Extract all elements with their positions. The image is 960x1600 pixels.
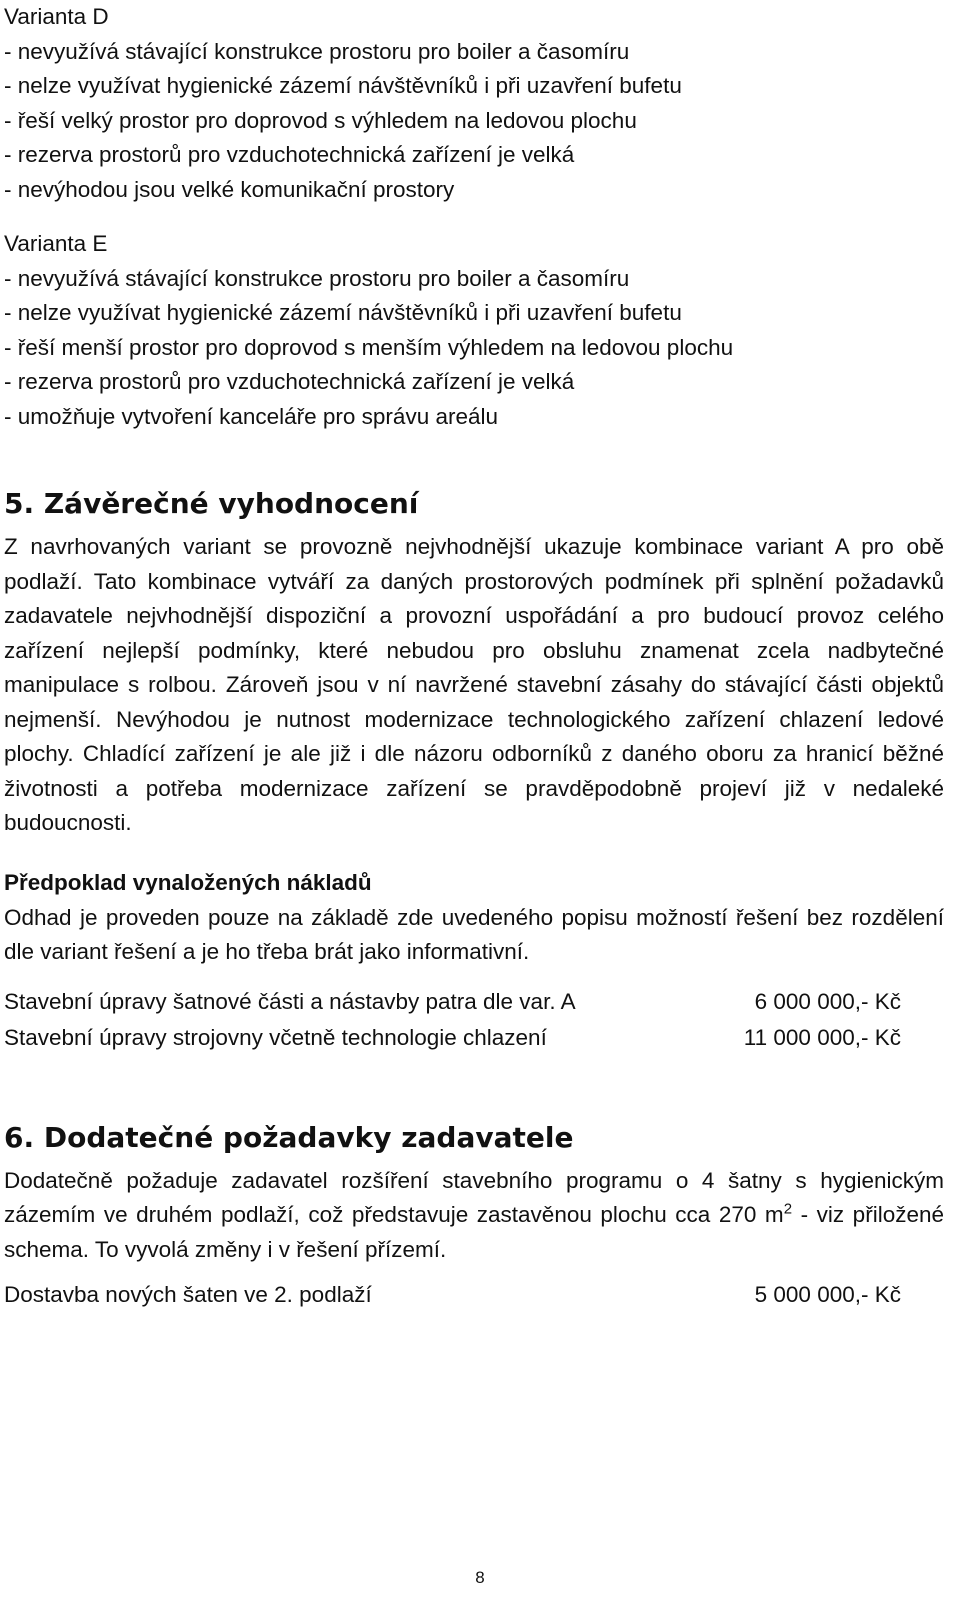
page-number: 8 [475,1568,485,1587]
cost-label: Stavební úpravy šatnové části a nástavby patra dle var. A [4,988,576,1014]
variant-e-item: - rezerva prostorů pro vzduchotechnická zařízení je velká [4,369,575,394]
section-6 [4,1112,944,1314]
cost-label: Stavební úpravy strojovny včetně technologie chlazení [4,1024,547,1050]
variant-e-item: - řeší menší prostor pro doprovod s menším výhledem na ledovou plochu [4,334,734,360]
variant-d-item: - nelze využívat hygienické zázemí návštěvníků i při uzavření bufetu [4,73,682,98]
cost-value: 6 000 000,- Kč [754,988,901,1014]
document-page [4,0,944,1313]
variant-d-item: - nevyužívá stávající konstrukce prostoru pro boiler a časomíru [4,38,630,64]
cost-row [4,1020,944,1056]
variant-d-item: - řeší velký prostor pro doprovod s výhledem na ledovou plochu [4,107,637,133]
section-5 [4,478,944,1056]
section-6-paragraph [4,1164,944,1268]
cost-value: 11 000 000,- Kč [743,1024,901,1050]
variant-d-item: - rezerva prostorů pro vzduchotechnická zařízení je velká [4,142,575,167]
section-6-heading: 6. Dodatečné požadavky zadavatele [4,1120,574,1154]
variant-e-item: - umožňuje vytvoření kanceláře pro správu areálu [4,403,499,429]
cost-row [4,1277,944,1313]
variant-e-item: - nelze využívat hygienické zázemí návštěvníků i při uzavření bufetu [4,300,682,325]
variant-d-section [4,0,944,207]
variant-e-title: Varianta E [4,231,108,256]
section-6-paragraph-part2: - viz přiložené schema. To vyvolá změny i v řešení přízemí. [4,1202,944,1262]
cost-label: Dostavba nových šaten ve 2. podlaží [4,1282,372,1307]
variant-e-section [4,227,944,434]
area-unit-superscript: 2 [783,1200,793,1218]
section-6-paragraph-part1: Dodatečně požaduje zadavatel rozšíření stavebního programu o 4 šatny s hygienickým zázemím ve druhém podlaží, což představuje zastavěnou plochu cca 270 m [4,1167,944,1227]
variant-d-title: Varianta D [4,4,109,29]
cost-row [4,984,944,1020]
section-5-heading: 5. Závěrečné vyhodnocení [4,487,419,520]
variant-d-item: - nevýhodou jsou velké komunikační prostory [4,176,455,202]
cost-value: 5 000 000,- Kč [754,1282,901,1307]
variant-e-item: - nevyužívá stávající konstrukce prostoru pro boiler a časomíru [4,265,630,291]
costs-heading: Předpoklad vynaložených nákladů [4,869,372,895]
costs-paragraph: Odhad je proveden pouze na základě zde uvedeného popisu možností řešení bez rozdělení dle variant řešení a je ho třeba brát jako informativní. [4,904,944,964]
section-5-paragraph: Z navrhovaných variant se provozně nejvhodnější ukazuje kombinace variant A pro obě podlaží. Tato kombinace vytváří za daných prostorových podmínek při splnění požadavků zadavatele nejvhodnější dispoziční a provozní uspořádání a pro budoucí provoz celého zařízení nejlepší podmínky, které nebudou pro obsluhu znamenat zcela nadbytečné manipulace s rolbou. Zároveň jsou v ní navržené stavební zásahy do stávající části objektů nejmenší. Nevýhodou je nutnost modernizace technologického zařízení chlazení ledové plochy. Chladící zařízení je ale již i dle názoru odborníků z daného oboru za hranicí běžné životnosti a potřeba modernizace zařízení se pravděpodobně projeví již v nedaleké budoucnosti. [4,534,944,835]
